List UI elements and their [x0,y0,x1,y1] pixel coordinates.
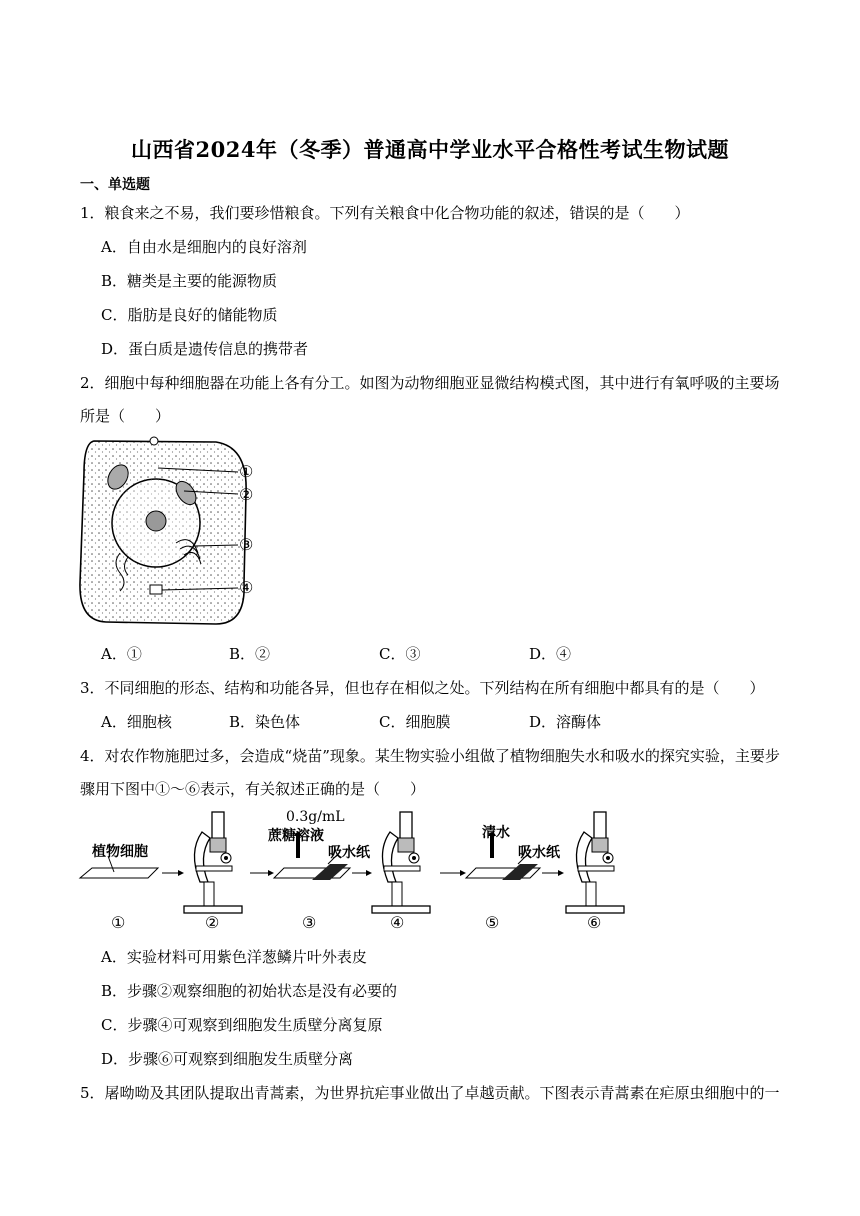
q2-option-c: C．③ [379,645,421,663]
label-4: ④ [239,578,254,597]
q4-option-a: A．实验材料可用紫色洋葱鳞片叶外表皮 [101,948,367,966]
q5-stem: 5．屠呦呦及其团队提取出青蒿素，为世界抗疟事业做出了卓越贡献。下图表示青蒿素在疟原虫细胞中的一 [80,1084,780,1102]
section-heading: 一、单选题 [80,177,150,193]
label-2: ② [239,485,254,504]
step-1: ① [111,913,126,932]
step-6: ⑥ [587,913,602,932]
vesicle [150,437,158,445]
label-water: 清水 [482,825,510,841]
q4-option-d: D．步骤⑥可观察到细胞发生质壁分离 [101,1050,354,1068]
page-title: 山西省2024年（冬季）普通高中学业水平合格性考试生物试题 [131,137,729,162]
step-2: ② [205,913,220,932]
q3-stem: 3．不同细胞的形态、结构和功能各异，但也存在相似之处。下列结构在所有细胞中都具有的是（ ） [80,679,765,697]
q3-option-c: C．细胞膜 [379,713,451,731]
q4-option-b: B．步骤②观察细胞的初始状态是没有必要的 [101,982,398,1000]
label-blotting-paper-1: 吸水纸 [328,845,370,861]
q3-option-b: B．染色体 [229,713,301,731]
label-1: ① [239,462,254,481]
q3-option-a: A．细胞核 [101,713,172,731]
q2-stem-line2: 所是（ ） [80,407,171,425]
q2-stem-line1: 2．细胞中每种细胞器在功能上各有分工。如图为动物细胞亚显微结构模式图，其中进行有氧呼吸的主要场 [80,374,780,392]
label-3: ③ [239,535,254,554]
label-blotting-paper-2: 吸水纸 [518,845,560,861]
q4-stem-line1: 4．对农作物施肥过多，会造成“烧苗”现象。某生物实验小组做了植物细胞失水和吸水的探究实验，主要步 [80,747,780,765]
q1-option-b: B．糖类是主要的能源物质 [101,272,278,290]
label-sucrose: 蔗糖溶液 [268,828,324,844]
q2-option-b: B．② [229,645,271,663]
step-5: ⑤ [485,913,500,932]
nucleolus [146,511,166,531]
q3-option-d: D．溶酶体 [529,713,602,731]
label-plant-cell: 植物细胞 [92,844,148,860]
label-concentration: 0.3g/mL [286,809,345,825]
step-4: ④ [390,913,405,932]
q2-option-d: D．④ [529,645,572,663]
step-3: ③ [302,913,317,932]
q4-stem-line2: 骤用下图中①～⑥表示，有关叙述正确的是（ ） [80,780,426,798]
centriole [150,585,162,594]
q1-option-a: A．自由水是细胞内的良好溶剂 [101,238,307,256]
q1-stem: 1．粮食来之不易，我们要珍惜粮食。下列有关粮食中化合物功能的叙述，错误的是（ ） [80,204,690,222]
q1-option-c: C．脂肪是良好的储能物质 [101,306,278,324]
q1-option-d: D．蛋白质是遗传信息的携带者 [101,340,309,358]
experiment-steps-diagram [78,806,638,926]
q2-option-a: A．① [101,645,142,663]
q4-option-c: C．步骤④可观察到细胞发生质壁分离复原 [101,1016,383,1034]
